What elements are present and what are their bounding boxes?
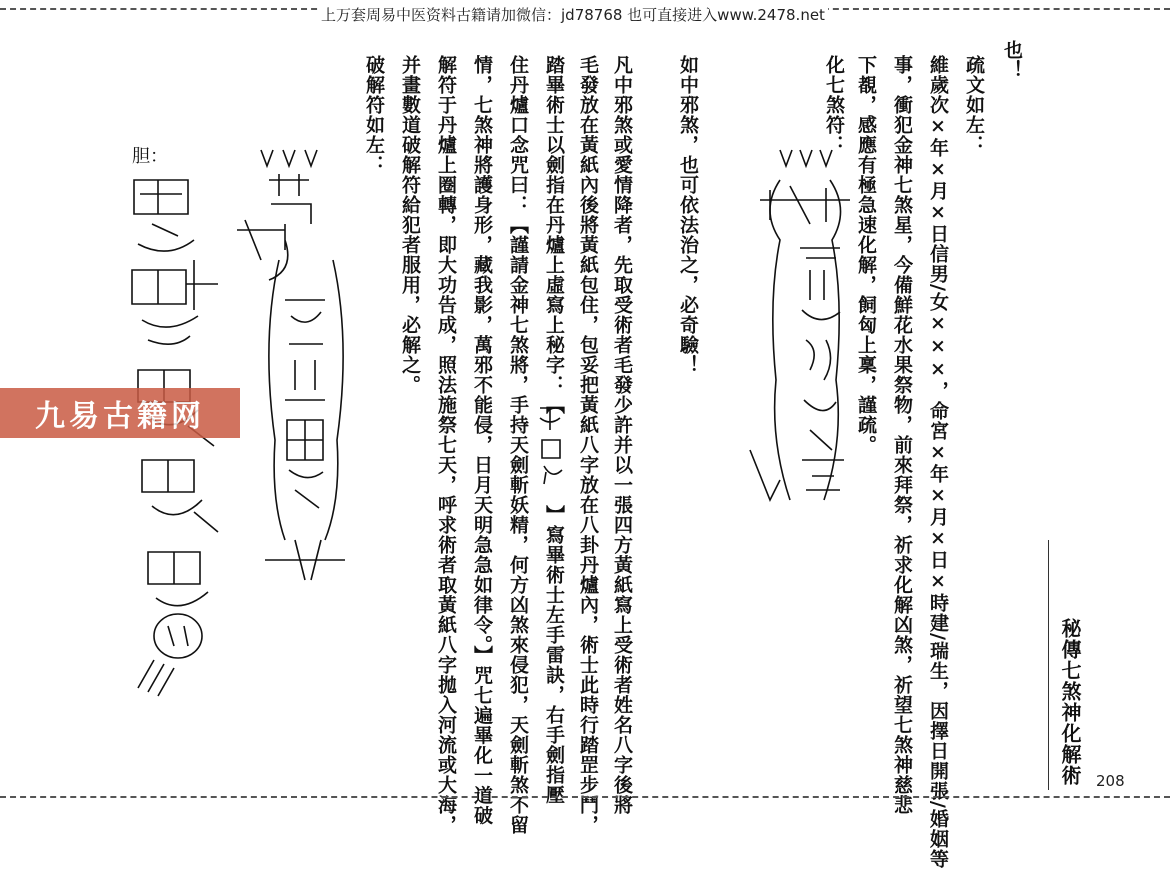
text-column-13: 并畫數道破解符給犯者服用，必解之。 xyxy=(399,55,421,395)
text-column-9a: 踏畢術士以劍指在丹爐上虛寫上秘字：【 xyxy=(543,55,565,415)
page-title: 秘傳七煞神化解術 xyxy=(1058,618,1082,786)
site-logo-text: 九易古籍网 xyxy=(35,399,205,434)
talisman3-label: 胆： xyxy=(132,146,168,167)
bottom-dashed-border xyxy=(0,796,1170,798)
text-column-2: 疏文如左： xyxy=(963,55,985,155)
text-column-3: 維歲次×年×月×日信男/女×××，命宮×年×月×日×時建/瑞生，因擇日開張/婚姻等 xyxy=(927,55,949,869)
text-column-8: 毛發放在黃紙內後將黃紙包住，包妥把黃紙八字放在八卦丹爐內，術士此時行踏罡步鬥， xyxy=(577,55,599,835)
text-column-1: 也！ xyxy=(1001,40,1023,80)
secret-char-handwritten xyxy=(534,400,568,490)
text-column-7: 凡中邪煞或愛情降者，先取受術者毛發少許并以一張四方黃紙寫上受術者姓名八字後將 xyxy=(611,55,633,815)
text-column-4: 事，衝犯金神七煞星，今備鮮花水果祭物，前來拜祭，祈求化解凶煞，祈望七煞神慈悲 xyxy=(891,55,913,815)
watermark-text: 上万套周易中医资料古籍请加微信：jd78768 也可直接进入www.2478.net xyxy=(318,4,828,25)
talisman-maoshan xyxy=(225,140,355,590)
text-column-6: 化七煞符： xyxy=(823,55,845,155)
text-column-9b: 】寫畢術士左手雷訣，右手劍指壓 xyxy=(543,505,565,805)
talisman-huaqisha xyxy=(740,140,870,520)
text-column-15: 如中邪煞，也可依法治之，必奇驗！ xyxy=(677,55,699,375)
text-column-10: 住丹爐口念咒曰：【謹請金神七煞將，手持天劍斬妖精，何方凶煞來侵犯，天劍斬煞不留 xyxy=(507,55,529,835)
text-column-12: 解符于丹爐上圈轉，即大功告成，照法施祭七天，呼求術者取黃紙八字拋入河流或大海， xyxy=(435,55,457,835)
site-logo-banner xyxy=(0,388,240,438)
divider-line xyxy=(1048,540,1049,790)
text-column-14: 破解符如左： xyxy=(363,55,385,175)
page-number: 208 xyxy=(1096,772,1125,790)
text-column-11: 情，七煞神將護身形，藏我影，萬邪不能侵，日月天明急急如律令。】咒七遍畢化一道破 xyxy=(471,55,493,826)
text-column-5: 下覩，感應有極急速化解，飼匈上稟，謹疏。 xyxy=(855,55,877,455)
